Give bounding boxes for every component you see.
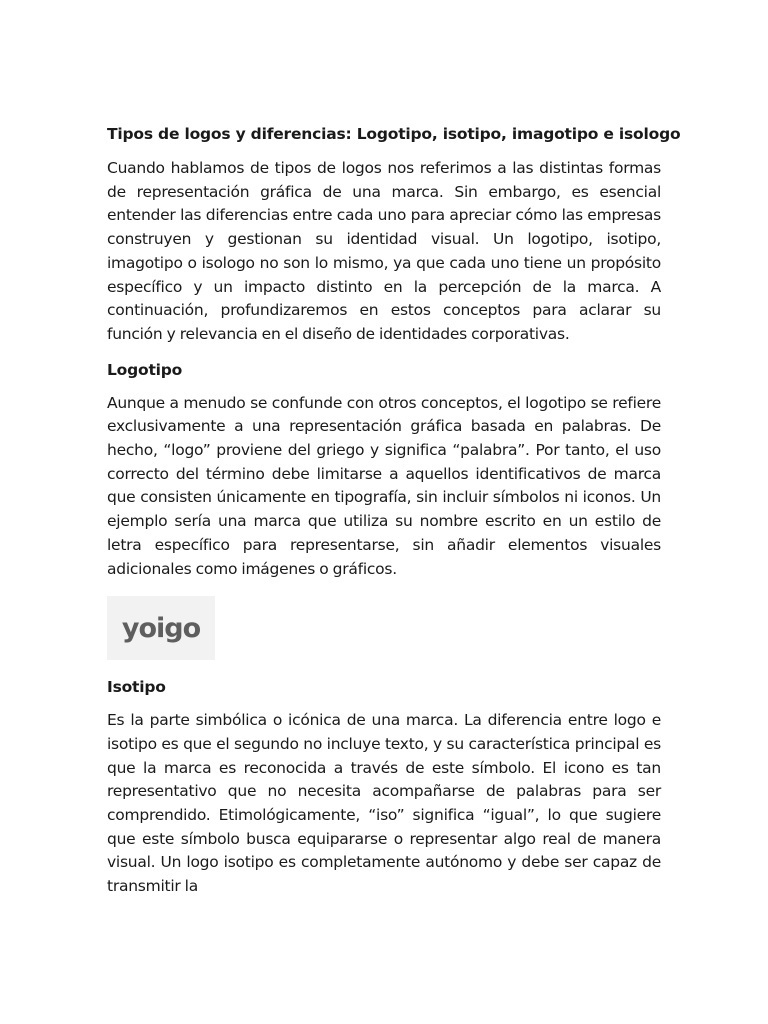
- yoigo-wordmark-text: yoigo: [121, 613, 201, 645]
- section-heading-logotipo: Logotipo: [107, 360, 183, 379]
- yoigo-wordmark: [111, 608, 211, 648]
- document-page: [107, 122, 681, 910]
- logotipo-paragraph: Aunque a menudo se confunde con otros conceptos, el logotipo se refiere exclusivamente a una representación gráfica basada en palabras. De hecho, “logo” proviene del griego y significa “palabra”. Por tanto, el uso correcto del término debe limitarse a aquellos identificativos de marca que consisten únicamente en tipografía, sin incluir símbolos ni iconos. Un ejemplo sería una marca que utiliza su nombre escrito en un estilo de letra específico para representarse, sin añadir elementos visuales adicionales como imágenes o gráficos.: [107, 393, 661, 578]
- document-title: Tipos de logos y diferencias: Logotipo, isotipo, imagotipo e isologo: [107, 125, 681, 143]
- isotipo-paragraph: Es la parte simbólica o icónica de una marca. La diferencia entre logo e isotipo es que el segundo no incluye texto, y su característica principal es que la marca es reconocida a través de este símbolo. El icono es tan representativo que no necesita acompañarse de palabras para ser comprendido. Etimológicamente, “iso” significa “igual”, lo que sugiere que este símbolo busca equipararse o representar algo real de manera visual. Un logo isotipo es completamente autónomo y debe ser capaz de transmitir la: [107, 711, 661, 896]
- intro-paragraph: Cuando hablamos de tipos de logos nos referimos a las distintas formas de representación gráfica de una marca. Sin embargo, es esencial entender las diferencias entre cada uno para apreciar cómo las empresas construyen y gestionan su identidad visual. Un logotipo, isotipo, imagotipo o isologo no son lo mismo, ya que cada uno tiene un propósito específico y un impacto distinto en la percepción de la marca. A continuación, profundizaremos en estos conceptos para aclarar su función y relevancia en el diseño de identidades corporativas.: [107, 159, 661, 343]
- section-heading-isotipo: Isotipo: [107, 678, 166, 697]
- yoigo-logo-image: [107, 596, 215, 660]
